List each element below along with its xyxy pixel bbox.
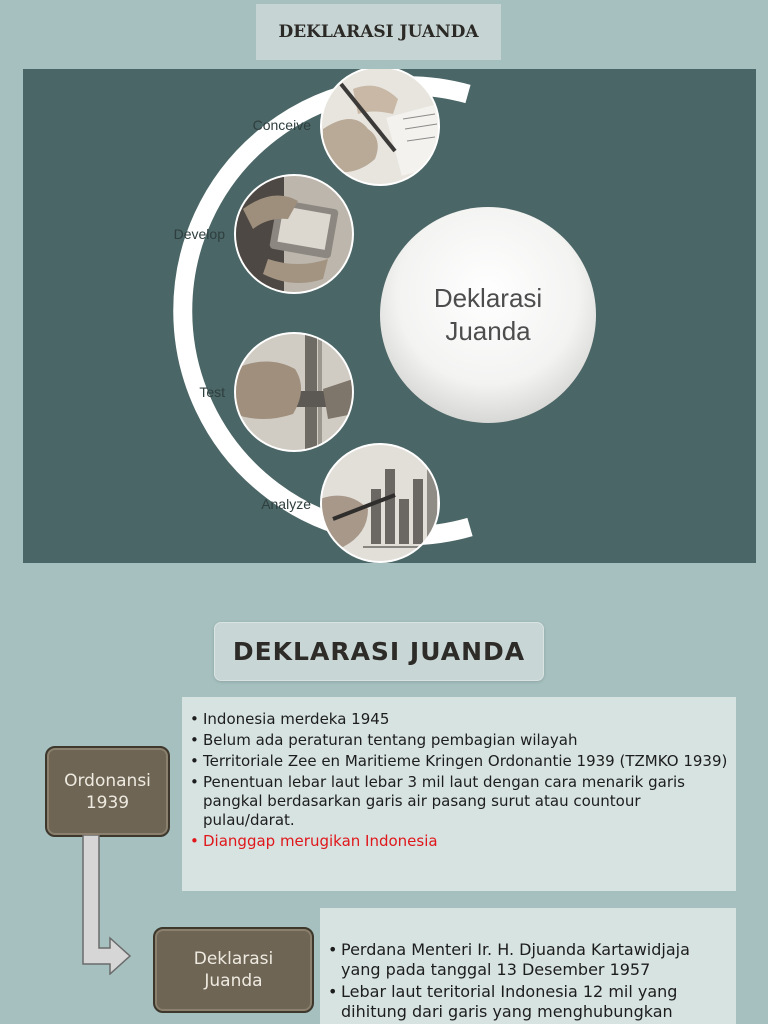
step-label-develop: Develop [173,226,225,242]
ordonansi-1939-box [45,746,170,837]
develop-photo-icon [234,174,354,294]
ordonansi-label: Ordonansi [64,770,151,791]
deklarasi-label: Deklarasi [193,949,274,969]
bullet-item: • Perdana Menteri Ir. H. Djuanda Kartawidjaja yang pada tanggal 13 Desember 1957 [328,940,690,979]
test-photo-icon [234,332,354,452]
bullet-item: • Indonesia merdeka 1945 [190,710,390,728]
slide1-title: DEKLARASI JUANDA [256,4,501,60]
elbow-arrow-icon [78,835,138,975]
ordonansi-bullet-list [182,697,736,891]
ordonansi-year: 1939 [85,792,130,813]
cycle-diagram [23,69,756,563]
juanda-bullet-list [320,908,736,1024]
bullet-item: • Belum ada peraturan tentang pembagian wilayah [190,731,578,749]
slide2-title: DEKLARASI JUANDA [214,622,544,681]
center-title-line2: Juanda [445,316,531,346]
step-label-analyze: Analyze [261,496,311,512]
bullet-item: • Territoriale Zee en Maritieme Kringen Ordonantie 1939 (TZMKO 1939) [190,752,728,770]
step-label-test: Test [199,384,225,400]
step-label-conceive: Conceive [252,117,311,133]
deklarasi-juanda-box [153,927,314,1013]
center-title-line1: Deklarasi [433,283,543,313]
analyze-photo-icon [320,443,440,563]
bullet-item: • Penentuan lebar laut lebar 3 mil laut dengan cara menarik garis pangkal berdasarkan garis air pasang surut atau countour pulau/darat. [190,773,685,829]
juanda-label: Juanda [204,971,263,991]
center-circle [380,207,596,423]
bullet-item-highlight: • Dianggap merugikan Indonesia [190,832,438,850]
cycle-diagram-slide [23,69,756,563]
bullet-item: • Lebar laut teritorial Indonesia 12 mil yang dihitung dari garis yang menghubungkan [328,982,678,1021]
